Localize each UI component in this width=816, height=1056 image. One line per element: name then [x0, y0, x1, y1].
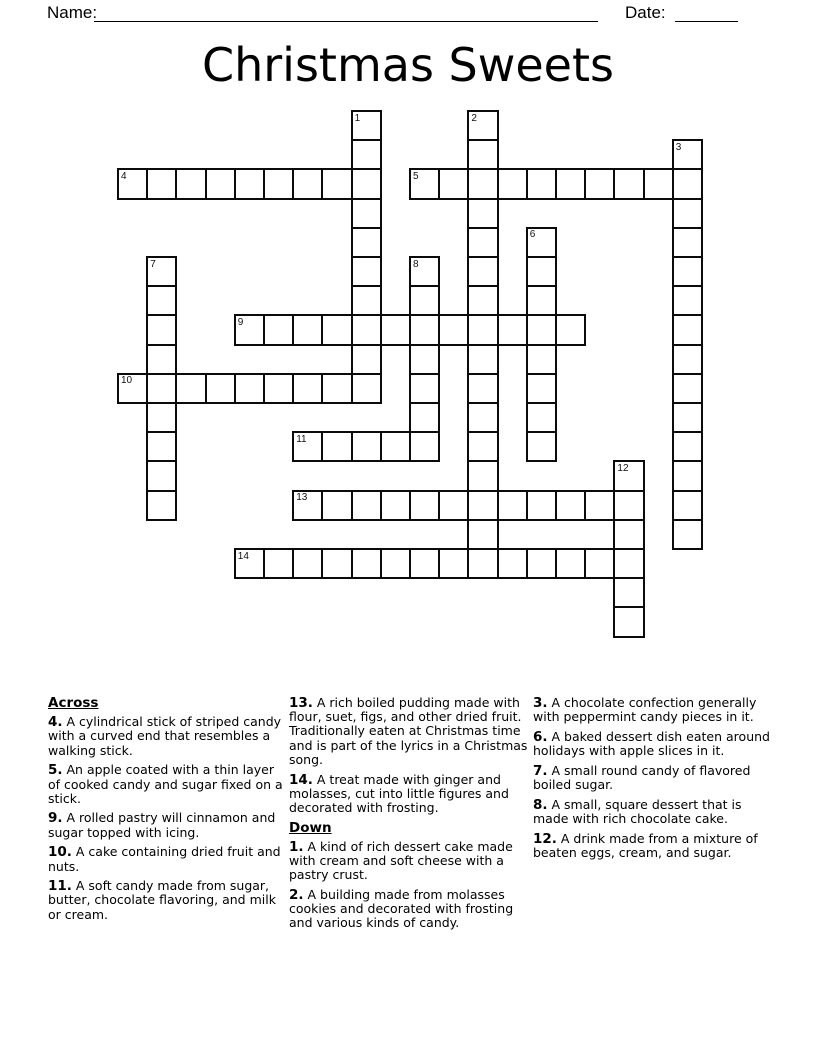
clue-across-9: 9. A rolled pastry will cinnamon and sugar topped with icing.: [48, 810, 276, 840]
grid-cell: [467, 373, 498, 404]
grid-cell: [409, 314, 440, 345]
grid-cell: [467, 198, 498, 229]
grid-cell: [555, 548, 586, 579]
grid-cell: [146, 490, 177, 521]
grid-cell: [146, 431, 177, 462]
grid-cell: [467, 314, 498, 345]
grid-cell: [613, 577, 644, 608]
name-blank-line: [94, 5, 598, 22]
grid-cell: [117, 168, 148, 199]
grid-cell: [467, 431, 498, 462]
grid-cell: [526, 314, 557, 345]
grid-cell: [438, 490, 469, 521]
grid-cell: [613, 168, 644, 199]
grid-cell: [292, 373, 323, 404]
grid-number-11: 11: [296, 433, 307, 445]
grid-cell: [263, 314, 294, 345]
grid-cell: [234, 168, 265, 199]
grid-cell: [351, 285, 382, 316]
grid-cell: [409, 256, 440, 287]
grid-cell: [292, 548, 323, 579]
clue-number: 3.: [533, 695, 548, 711]
grid-cell: [467, 256, 498, 287]
grid-cell: [672, 256, 703, 287]
clue-number: 10.: [48, 844, 72, 861]
clues-column-2: [289, 696, 529, 936]
grid-number-3: 3: [675, 141, 682, 153]
grid-cell: [672, 460, 703, 491]
grid-cell: [351, 198, 382, 229]
date-label: Date:: [625, 3, 666, 22]
grid-number-12: 12: [617, 462, 629, 474]
grid-cell: [467, 344, 498, 375]
grid-cell: [409, 431, 440, 462]
grid-cell: [146, 256, 177, 287]
clue-number: 8.: [533, 796, 548, 813]
grid-cell: [409, 548, 440, 579]
grid-cell: [672, 344, 703, 375]
grid-cell: [351, 431, 382, 462]
grid-cell: [467, 548, 498, 579]
grid-cell: [467, 227, 498, 258]
grid-cell: [526, 402, 557, 433]
grid-cell: [146, 344, 177, 375]
grid-cell: [467, 402, 498, 433]
grid-cell: [467, 139, 498, 170]
grid-cell: [613, 606, 644, 637]
grid-cell: [263, 373, 294, 404]
grid-cell: [292, 314, 323, 345]
grid-number-4: 4: [121, 170, 127, 182]
grid-cell: [409, 168, 440, 199]
grid-cell: [175, 168, 206, 199]
grid-cell: [234, 373, 265, 404]
grid-cell: [526, 168, 557, 199]
grid-cell: [380, 314, 411, 345]
grid-cell: [409, 344, 440, 375]
grid-cell: [438, 548, 469, 579]
clue-number: 13.: [289, 695, 313, 711]
grid-cell: [409, 373, 440, 404]
grid-cell: [672, 168, 703, 199]
grid-number-10: 10: [121, 375, 133, 387]
grid-cell: [146, 314, 177, 345]
clue-down-1: 1. A kind of rich dessert cake made with cream and soft cheese with a pastry crust.: [289, 838, 513, 883]
grid-cell: [351, 314, 382, 345]
grid-cell: [292, 431, 323, 462]
grid-cell: [672, 431, 703, 462]
grid-cell: [526, 373, 557, 404]
grid-cell: [672, 490, 703, 521]
grid-cell: [351, 490, 382, 521]
grid-cell: [672, 285, 703, 316]
grid-cell: [613, 548, 644, 579]
grid-cell: [380, 490, 411, 521]
across-heading: Across: [48, 695, 99, 711]
clue-down-6: 6. A baked dessert dish eaten around holidays with apple slices in it.: [533, 728, 770, 759]
grid-cell: [321, 314, 352, 345]
grid-cell: [643, 168, 674, 199]
grid-cell: [526, 490, 557, 521]
grid-cell: [351, 110, 382, 141]
grid-cell: [438, 314, 469, 345]
grid-cell: [555, 314, 586, 345]
grid-cell: [526, 227, 557, 258]
grid-cell: [321, 490, 352, 521]
grid-cell: [555, 168, 586, 199]
grid-cell: [380, 431, 411, 462]
grid-cell: [497, 314, 528, 345]
clue-down-2: 2. A building made from molasses cookies and decorated with frosting and various kinds of candy.: [289, 886, 514, 931]
grid-cell: [584, 168, 615, 199]
grid-cell: [584, 548, 615, 579]
clue-number: 1.: [289, 838, 304, 855]
clue-across-14: 14. A treat made with ginger and molasses, cut into little figures and decorated with frosting.: [289, 771, 509, 815]
clue-number: 4.: [48, 714, 63, 731]
grid-number-9: 9: [237, 316, 244, 328]
grid-cell: [555, 490, 586, 521]
clue-across-11: 11. A soft candy made from sugar, butter, chocolate flavoring, and milk or cream.: [48, 878, 276, 922]
grid-cell: [409, 285, 440, 316]
date-blank-line: [675, 5, 738, 22]
grid-cell: [584, 490, 615, 521]
grid-cell: [467, 490, 498, 521]
grid-cell: [321, 168, 352, 199]
grid-cell: [351, 139, 382, 170]
grid-cell: [497, 490, 528, 521]
grid-number-14: 14: [237, 550, 249, 562]
grid-cell: [117, 373, 148, 404]
grid-number-13: 13: [296, 492, 308, 504]
clue-down-7: 7. A small round candy of flavored boiled sugar.: [533, 762, 751, 793]
grid-cell: [351, 344, 382, 375]
clue-across-4: 4. A cylindrical stick of striped candy with a curved end that resembles a walking stick.: [48, 714, 282, 758]
grid-cell: [497, 168, 528, 199]
grid-cell: [146, 168, 177, 199]
clues-column-3: [533, 696, 773, 866]
grid-cell: [672, 373, 703, 404]
grid-cell: [467, 168, 498, 199]
grid-cell: [321, 431, 352, 462]
grid-cell: [526, 285, 557, 316]
grid-cell: [613, 490, 644, 521]
grid-cell: [438, 168, 469, 199]
grid-number-8: 8: [413, 258, 419, 270]
grid-cell: [409, 490, 440, 521]
clue-number: 7.: [533, 762, 548, 779]
grid-cell: [292, 490, 323, 521]
clue-down-12: 12. A drink made from a mixture of beaten eggs, cream, and sugar.: [533, 830, 758, 860]
grid-number-5: 5: [413, 170, 419, 182]
grid-number-2: 2: [471, 112, 477, 124]
page-title: Christmas Sweets: [202, 38, 614, 92]
grid-number-6: 6: [529, 229, 536, 241]
grid-cell: [321, 373, 352, 404]
grid-cell: [351, 548, 382, 579]
grid-cell: [175, 373, 206, 404]
clue-number: 12.: [533, 830, 557, 847]
grid-cell: [146, 285, 177, 316]
grid-cell: [351, 168, 382, 199]
grid-cell: [146, 373, 177, 404]
grid-cell: [292, 168, 323, 199]
clue-down-8: 8. A small, square dessert that is made with rich chocolate cake.: [533, 796, 742, 826]
grid-cell: [526, 256, 557, 287]
grid-cell: [467, 285, 498, 316]
grid-cell: [526, 344, 557, 375]
grid-cell: [467, 460, 498, 491]
grid-cell: [146, 460, 177, 491]
grid-cell: [263, 168, 294, 199]
clue-number: 2.: [289, 886, 304, 903]
grid-cell: [351, 256, 382, 287]
grid-cell: [672, 227, 703, 258]
grid-cell: [205, 373, 236, 404]
grid-cell: [526, 431, 557, 462]
grid-cell: [234, 548, 265, 579]
grid-cell: [205, 168, 236, 199]
grid-cell: [234, 314, 265, 345]
clue-number: 5.: [48, 762, 63, 779]
clue-number: 14.: [289, 771, 313, 788]
grid-cell: [146, 402, 177, 433]
name-label: Name:: [47, 3, 98, 22]
clue-number: 6.: [533, 728, 548, 745]
grid-cell: [672, 139, 703, 170]
clue-across-5: 5. An apple coated with a thin layer of cooked candy and sugar fixed on a stick.: [48, 762, 283, 806]
clue-number: 11.: [48, 878, 72, 895]
grid-cell: [526, 548, 557, 579]
clue-across-10: 10. A cake containing dried fruit and nuts.: [48, 844, 281, 874]
grid-cell: [351, 373, 382, 404]
clues-column-1: [48, 696, 288, 927]
clue-down-3: 3. A chocolate confection generally with peppermint candy pieces in it.: [533, 695, 757, 725]
grid-cell: [351, 227, 382, 258]
grid-number-1: 1: [354, 112, 361, 124]
grid-cell: [409, 402, 440, 433]
grid-cell: [263, 548, 294, 579]
grid-cell: [497, 548, 528, 579]
grid-cell: [467, 110, 498, 141]
grid-cell: [672, 314, 703, 345]
grid-cell: [467, 519, 498, 550]
grid-cell: [672, 402, 703, 433]
grid-cell: [321, 548, 352, 579]
down-heading: Down: [289, 819, 332, 836]
grid-cell: [380, 548, 411, 579]
grid-cell: [672, 519, 703, 550]
grid-cell: [672, 198, 703, 229]
clue-number: 9.: [48, 810, 63, 827]
clue-across-13: 13. A rich boiled pudding made with flour, suet, figs, and other dried fruit. Traditionally eaten at Christmas time and is part of the lyrics in a Christmas song.: [289, 695, 528, 767]
grid-cell: [613, 460, 644, 491]
grid-cell: [613, 519, 644, 550]
grid-number-7: 7: [150, 258, 156, 270]
